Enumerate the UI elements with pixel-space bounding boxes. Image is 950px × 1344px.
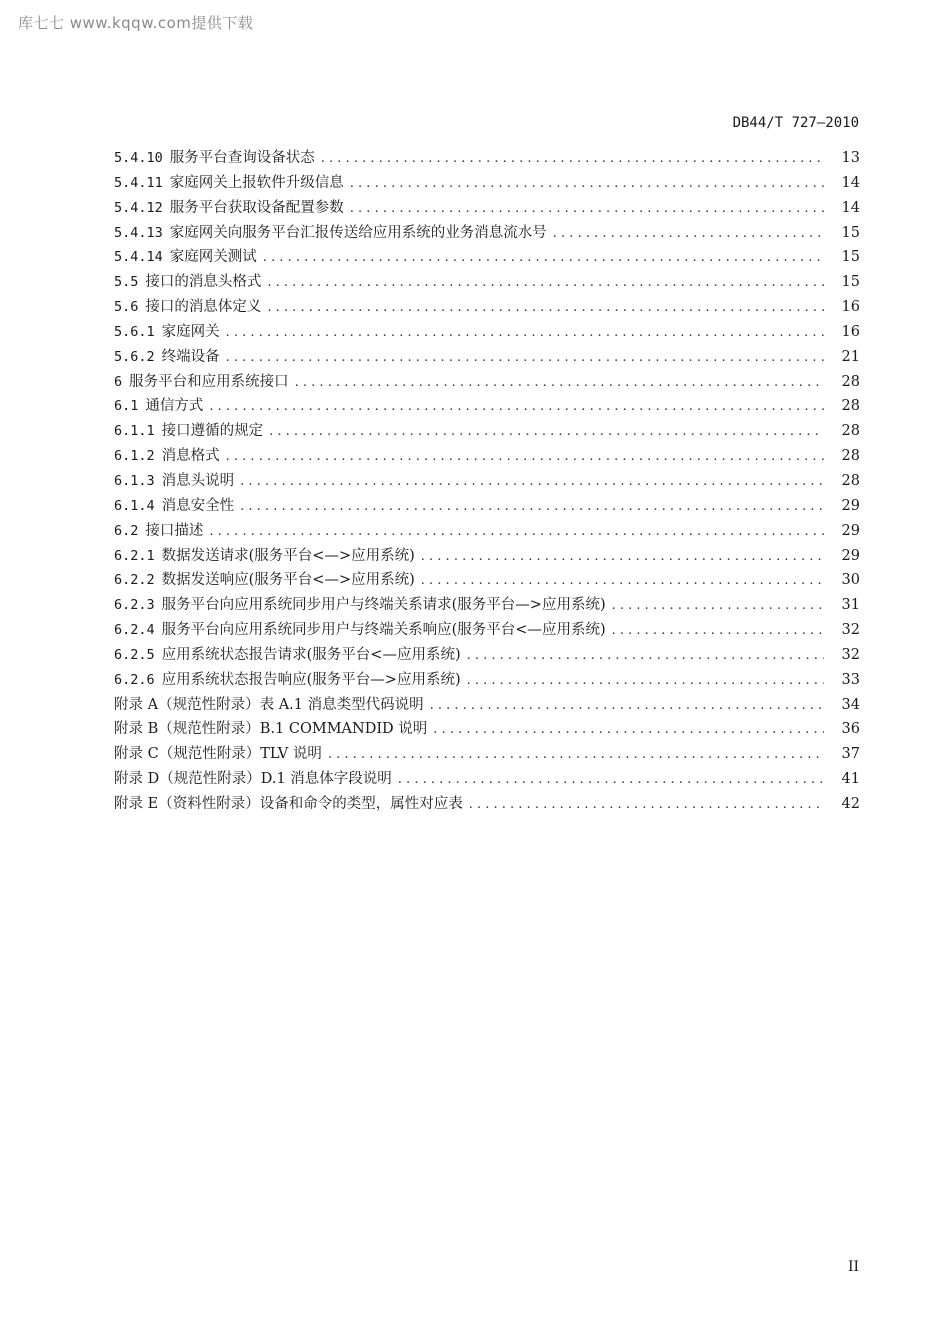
- toc-dot-leader: [433, 718, 824, 742]
- toc-entry-page: 29: [841, 547, 860, 564]
- toc-entry-page: 30: [841, 572, 860, 589]
- toc-entry-page: 34: [841, 696, 860, 713]
- toc-entry-number: 5.4.13: [114, 224, 163, 241]
- toc-dot-leader: [430, 694, 824, 718]
- toc-entry-title: 服务平台向应用系统同步用户与终端关系响应(服务平台<—应用系统): [161, 622, 606, 639]
- toc-entry-page: 21: [841, 348, 860, 365]
- toc-entry-title: 服务平台和应用系统接口: [129, 373, 289, 390]
- toc-entry[interactable]: [114, 295, 860, 320]
- toc-entry-page: 28: [841, 472, 860, 489]
- toc-entry-title: 服务平台向应用系统同步用户与终端关系请求(服务平台—>应用系统): [161, 597, 606, 614]
- table-of-contents: [114, 146, 860, 817]
- toc-entry[interactable]: [114, 618, 860, 643]
- toc-entry-number: 6.1: [114, 398, 139, 415]
- toc-entry-number: 6.2.1: [114, 547, 155, 564]
- toc-entry-title: 接口的消息头格式: [145, 274, 262, 291]
- toc-entry[interactable]: [114, 469, 860, 494]
- toc-dot-leader: [209, 395, 824, 419]
- toc-entry-page: 13: [841, 150, 860, 166]
- toc-entry-page: 37: [841, 746, 860, 763]
- toc-entry[interactable]: [114, 668, 860, 693]
- toc-dot-leader: [226, 321, 824, 345]
- toc-entry[interactable]: [114, 370, 860, 395]
- toc-entry[interactable]: [114, 568, 860, 593]
- toc-dot-leader: [612, 619, 824, 643]
- toc-entry[interactable]: [114, 444, 860, 469]
- toc-dot-leader: [267, 296, 824, 320]
- toc-dot-leader: [553, 222, 824, 246]
- toc-entry-title: 家庭网关测试: [169, 249, 257, 266]
- toc-entry-title: 消息安全性: [161, 497, 235, 514]
- toc-entry-page: 29: [841, 497, 860, 514]
- page-number: II: [847, 1259, 859, 1275]
- toc-entry-title: 服务平台查询设备状态: [169, 150, 315, 166]
- toc-entry-number: 6.2.5: [114, 646, 155, 663]
- toc-entry-title: 附录 E（资料性附录）设备和命令的类型，属性对应表: [114, 795, 463, 812]
- toc-dot-leader: [398, 768, 824, 792]
- toc-entry-page: 28: [841, 398, 860, 415]
- toc-dot-leader: [350, 172, 824, 196]
- toc-entry-page: 16: [841, 323, 860, 340]
- toc-entry-number: 6.2: [114, 522, 139, 539]
- toc-dot-leader: [321, 147, 824, 171]
- toc-entry-number: 6.2.3: [114, 597, 155, 614]
- toc-dot-leader: [209, 520, 824, 544]
- toc-entry-page: 16: [841, 299, 860, 316]
- toc-dot-leader: [350, 197, 824, 221]
- toc-entry-number: 6.2.6: [114, 671, 155, 688]
- toc-entry-number: 5.6: [114, 299, 139, 316]
- toc-dot-leader: [328, 743, 824, 767]
- toc-entry[interactable]: [114, 146, 860, 171]
- toc-entry-page: 28: [841, 373, 860, 390]
- toc-entry-page: 42: [841, 795, 860, 812]
- toc-dot-leader: [240, 470, 824, 494]
- toc-entry-number: 6.1.1: [114, 423, 155, 440]
- toc-entry-number: 6.2.4: [114, 622, 155, 639]
- toc-entry-title: 家庭网关向服务平台汇报传送给应用系统的业务消息流水号: [169, 224, 547, 241]
- toc-entry[interactable]: [114, 742, 860, 767]
- toc-entry-page: 15: [841, 249, 860, 266]
- toc-entry-title: 通信方式: [145, 398, 204, 415]
- toc-entry-title: 接口遵循的规定: [161, 423, 264, 440]
- toc-entry-number: 6: [114, 373, 123, 390]
- toc-entry-title: 应用系统状态报告响应(服务平台—>应用系统): [161, 671, 461, 688]
- toc-entry[interactable]: [114, 345, 860, 370]
- toc-dot-leader: [226, 445, 824, 469]
- toc-entry-title: 数据发送请求(服务平台<—>应用系统): [161, 547, 415, 564]
- toc-entry-page: 29: [841, 522, 860, 539]
- toc-entry-title: 接口的消息体定义: [145, 299, 262, 316]
- toc-dot-leader: [467, 669, 824, 693]
- toc-dot-leader: [612, 594, 824, 618]
- watermark-text: 库七七 www.kqqw.com提供下载: [18, 14, 254, 32]
- document-code: DB44/T 727—2010: [732, 115, 859, 131]
- toc-entry[interactable]: [114, 394, 860, 419]
- toc-entry-title: 消息格式: [161, 448, 220, 465]
- toc-entry-page: 32: [841, 646, 860, 663]
- toc-entry-page: 33: [841, 671, 860, 688]
- toc-entry[interactable]: [114, 593, 860, 618]
- toc-entry-page: 32: [841, 622, 860, 639]
- toc-entry-title: 应用系统状态报告请求(服务平台<—应用系统): [161, 646, 461, 663]
- toc-dot-leader: [295, 371, 824, 395]
- toc-entry[interactable]: [114, 643, 860, 668]
- toc-entry-page: 15: [841, 274, 860, 291]
- toc-entry[interactable]: [114, 221, 860, 246]
- toc-dot-leader: [267, 271, 824, 295]
- toc-entry[interactable]: [114, 767, 860, 792]
- toc-dot-leader: [421, 545, 824, 569]
- toc-entry[interactable]: [114, 494, 860, 519]
- toc-entry-page: 28: [841, 423, 860, 440]
- toc-dot-leader: [263, 246, 824, 270]
- toc-entry-number: 6.1.3: [114, 472, 155, 489]
- toc-entry-number: 5.6.2: [114, 348, 155, 365]
- toc-entry-number: 6.1.4: [114, 497, 155, 514]
- toc-entry-number: 5.4.10: [114, 150, 163, 166]
- toc-entry[interactable]: [114, 419, 860, 444]
- toc-entry-number: 5.4.11: [114, 174, 163, 191]
- toc-entry-page: 14: [841, 199, 860, 216]
- toc-entry-number: 5.5: [114, 274, 139, 291]
- toc-dot-leader: [421, 569, 824, 593]
- toc-entry-title: 消息头说明: [161, 472, 235, 489]
- toc-entry[interactable]: [114, 320, 860, 345]
- toc-entry-page: 14: [841, 174, 860, 191]
- toc-entry-page: 28: [841, 448, 860, 465]
- toc-entry-title: 附录 C（规范性附录）TLV 说明: [114, 746, 322, 763]
- toc-entry-title: 附录 B（规范性附录）B.1 COMMANDID 说明: [114, 721, 428, 738]
- toc-entry-number: 5.4.12: [114, 199, 163, 216]
- toc-entry-page: 41: [841, 771, 860, 788]
- toc-entry[interactable]: [114, 693, 860, 718]
- toc-entry[interactable]: [114, 544, 860, 569]
- toc-entry-number: 6.2.2: [114, 572, 155, 589]
- toc-entry[interactable]: [114, 717, 860, 742]
- toc-entry-title: 附录 D（规范性附录）D.1 消息体字段说明: [114, 771, 392, 788]
- toc-entry[interactable]: [114, 196, 860, 221]
- toc-dot-leader: [269, 420, 824, 444]
- toc-entry-number: 6.1.2: [114, 448, 155, 465]
- toc-dot-leader: [226, 346, 824, 370]
- toc-entry-title: 家庭网关: [161, 323, 220, 340]
- toc-entry-title: 终端设备: [161, 348, 220, 365]
- toc-entry[interactable]: [114, 245, 860, 270]
- toc-dot-leader: [469, 793, 824, 817]
- toc-entry-number: 5.6.1: [114, 323, 155, 340]
- toc-entry-title: 接口描述: [145, 522, 204, 539]
- toc-entry[interactable]: [114, 270, 860, 295]
- toc-entry[interactable]: [114, 171, 860, 196]
- toc-entry[interactable]: [114, 792, 860, 817]
- toc-entry-title: 服务平台获取设备配置参数: [169, 199, 344, 216]
- toc-entry-title: 数据发送响应(服务平台<—>应用系统): [161, 572, 415, 589]
- toc-dot-leader: [240, 495, 824, 519]
- toc-entry-page: 36: [841, 721, 860, 738]
- toc-entry-title: 家庭网关上报软件升级信息: [169, 174, 344, 191]
- toc-entry-number: 5.4.14: [114, 249, 163, 266]
- toc-entry-page: 31: [841, 597, 860, 614]
- toc-entry-page: 15: [841, 224, 860, 241]
- toc-entry-title: 附录 A（规范性附录）表 A.1 消息类型代码说明: [114, 696, 424, 713]
- toc-entry[interactable]: [114, 519, 860, 544]
- toc-dot-leader: [467, 644, 824, 668]
